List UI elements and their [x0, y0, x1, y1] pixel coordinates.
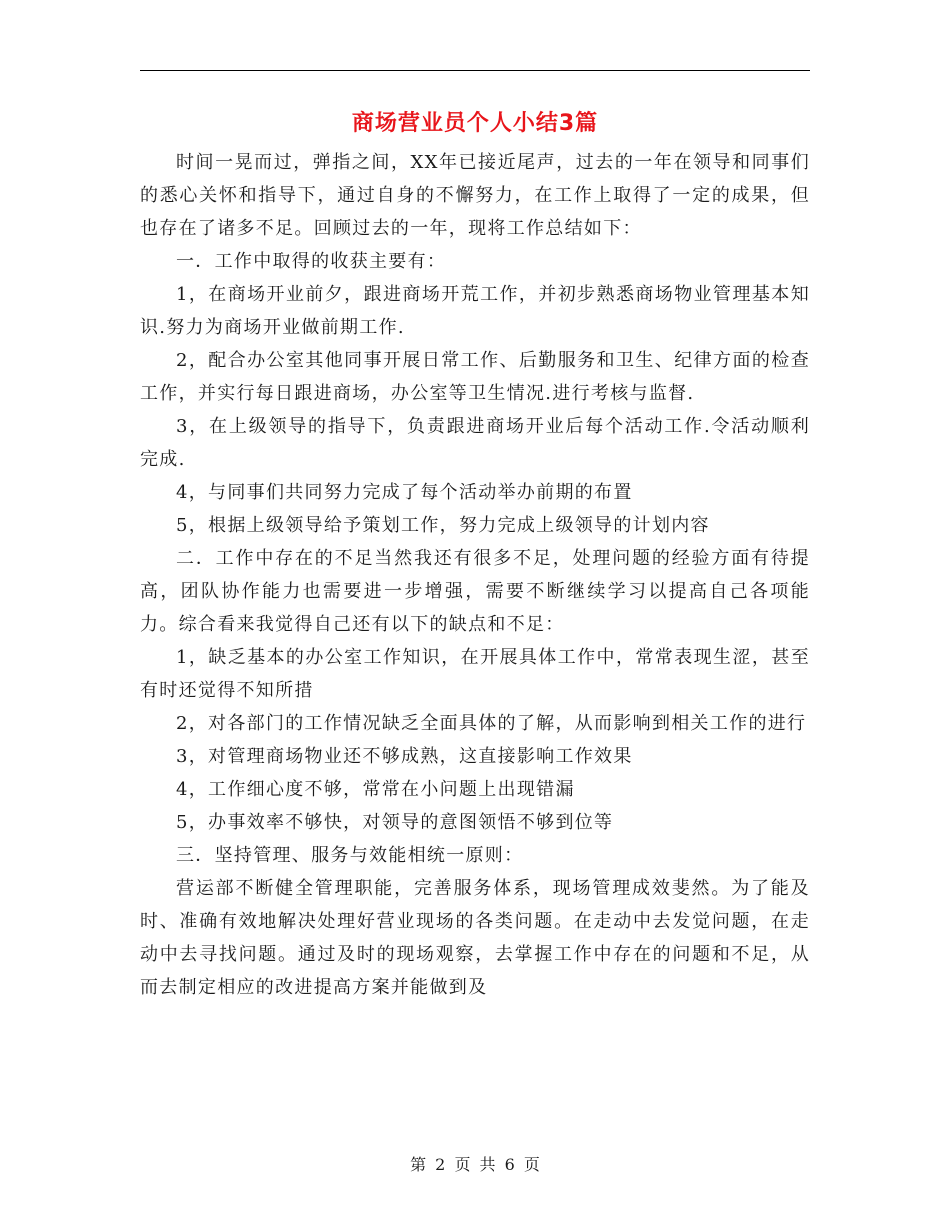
- section-heading-shortcomings: 二．工作中存在的不足当然我还有很多不足，处理问题的经验方面有待提高，团队协作能力也需要进一步增强，需要不断继续学习以提高自己各项能力。综合看来我觉得自己还有以下的缺点和不足：: [140, 548, 810, 635]
- list-item-gain-2: 2，配合办公室其他同事开展日常工作、后勤服务和卫生、纪律方面的检查工作，并实行每日跟进商场，办公室等卫生情况.进行考核与监督.: [140, 350, 810, 404]
- section-heading-principle: 三．坚持管理、服务与效能相统一原则：: [176, 845, 524, 866]
- list-item-gain-5: 5，根据上级领导给予策划工作，努力完成上级领导的计划内容: [176, 515, 710, 536]
- list-item-shortcoming-3: 3，对管理商场物业还不够成熟，这直接影响工作效果: [176, 746, 633, 767]
- list-item-gain-4: 4，与同事们共同努力完成了每个活动举办前期的布置: [176, 482, 633, 503]
- list-item-shortcoming-5: 5，办事效率不够快，对领导的意图领悟不够到位等: [176, 812, 614, 833]
- list-item-shortcoming-2: 2，对各部门的工作情况缺乏全面具体的了解，从而影响到相关工作的进行: [176, 713, 807, 734]
- list-item-shortcoming-4: 4，工作细心度不够，常常在小问题上出现错漏: [176, 779, 575, 800]
- section-heading-gains: 一．工作中取得的收获主要有：: [176, 251, 447, 272]
- document-title: 商场营业员个人小结3篇: [351, 111, 599, 136]
- document-body: [140, 146, 810, 1004]
- list-item-gain-1: 1，在商场开业前夕，跟进商场开荒工作，并初步熟悉商场物业管理基本知识.努力为商场开业做前期工作.: [140, 284, 810, 338]
- paragraph-intro: 时间一晃而过，弹指之间，XX年已接近尾声，过去的一年在领导和同事们的悉心关怀和指导下，通过自身的不懈努力，在工作上取得了一定的成果，但也存在了诸多不足。回顾过去的一年，现将工作总结如下：: [140, 152, 810, 239]
- list-item-shortcoming-1: 1，缺乏基本的办公室工作知识，在开展具体工作中，常常表现生涩，甚至有时还觉得不知所措: [140, 647, 810, 701]
- header-rule: [140, 70, 810, 71]
- list-item-gain-3: 3，在上级领导的指导下，负责跟进商场开业后每个活动工作.令活动顺利完成.: [140, 416, 810, 470]
- paragraph-operations: 营运部不断健全管理职能，完善服务体系，现场管理成效斐然。为了能及时、准确有效地解决处理好营业现场的各类问题。在走动中去发觉问题，在走动中去寻找问题。通过及时的现场观察，去掌握工作中存在的问题和不足，从而去制定相应的改进提高方案并能做到及: [140, 878, 810, 998]
- page-number-footer: 第 2 页 共 6 页: [410, 1155, 540, 1174]
